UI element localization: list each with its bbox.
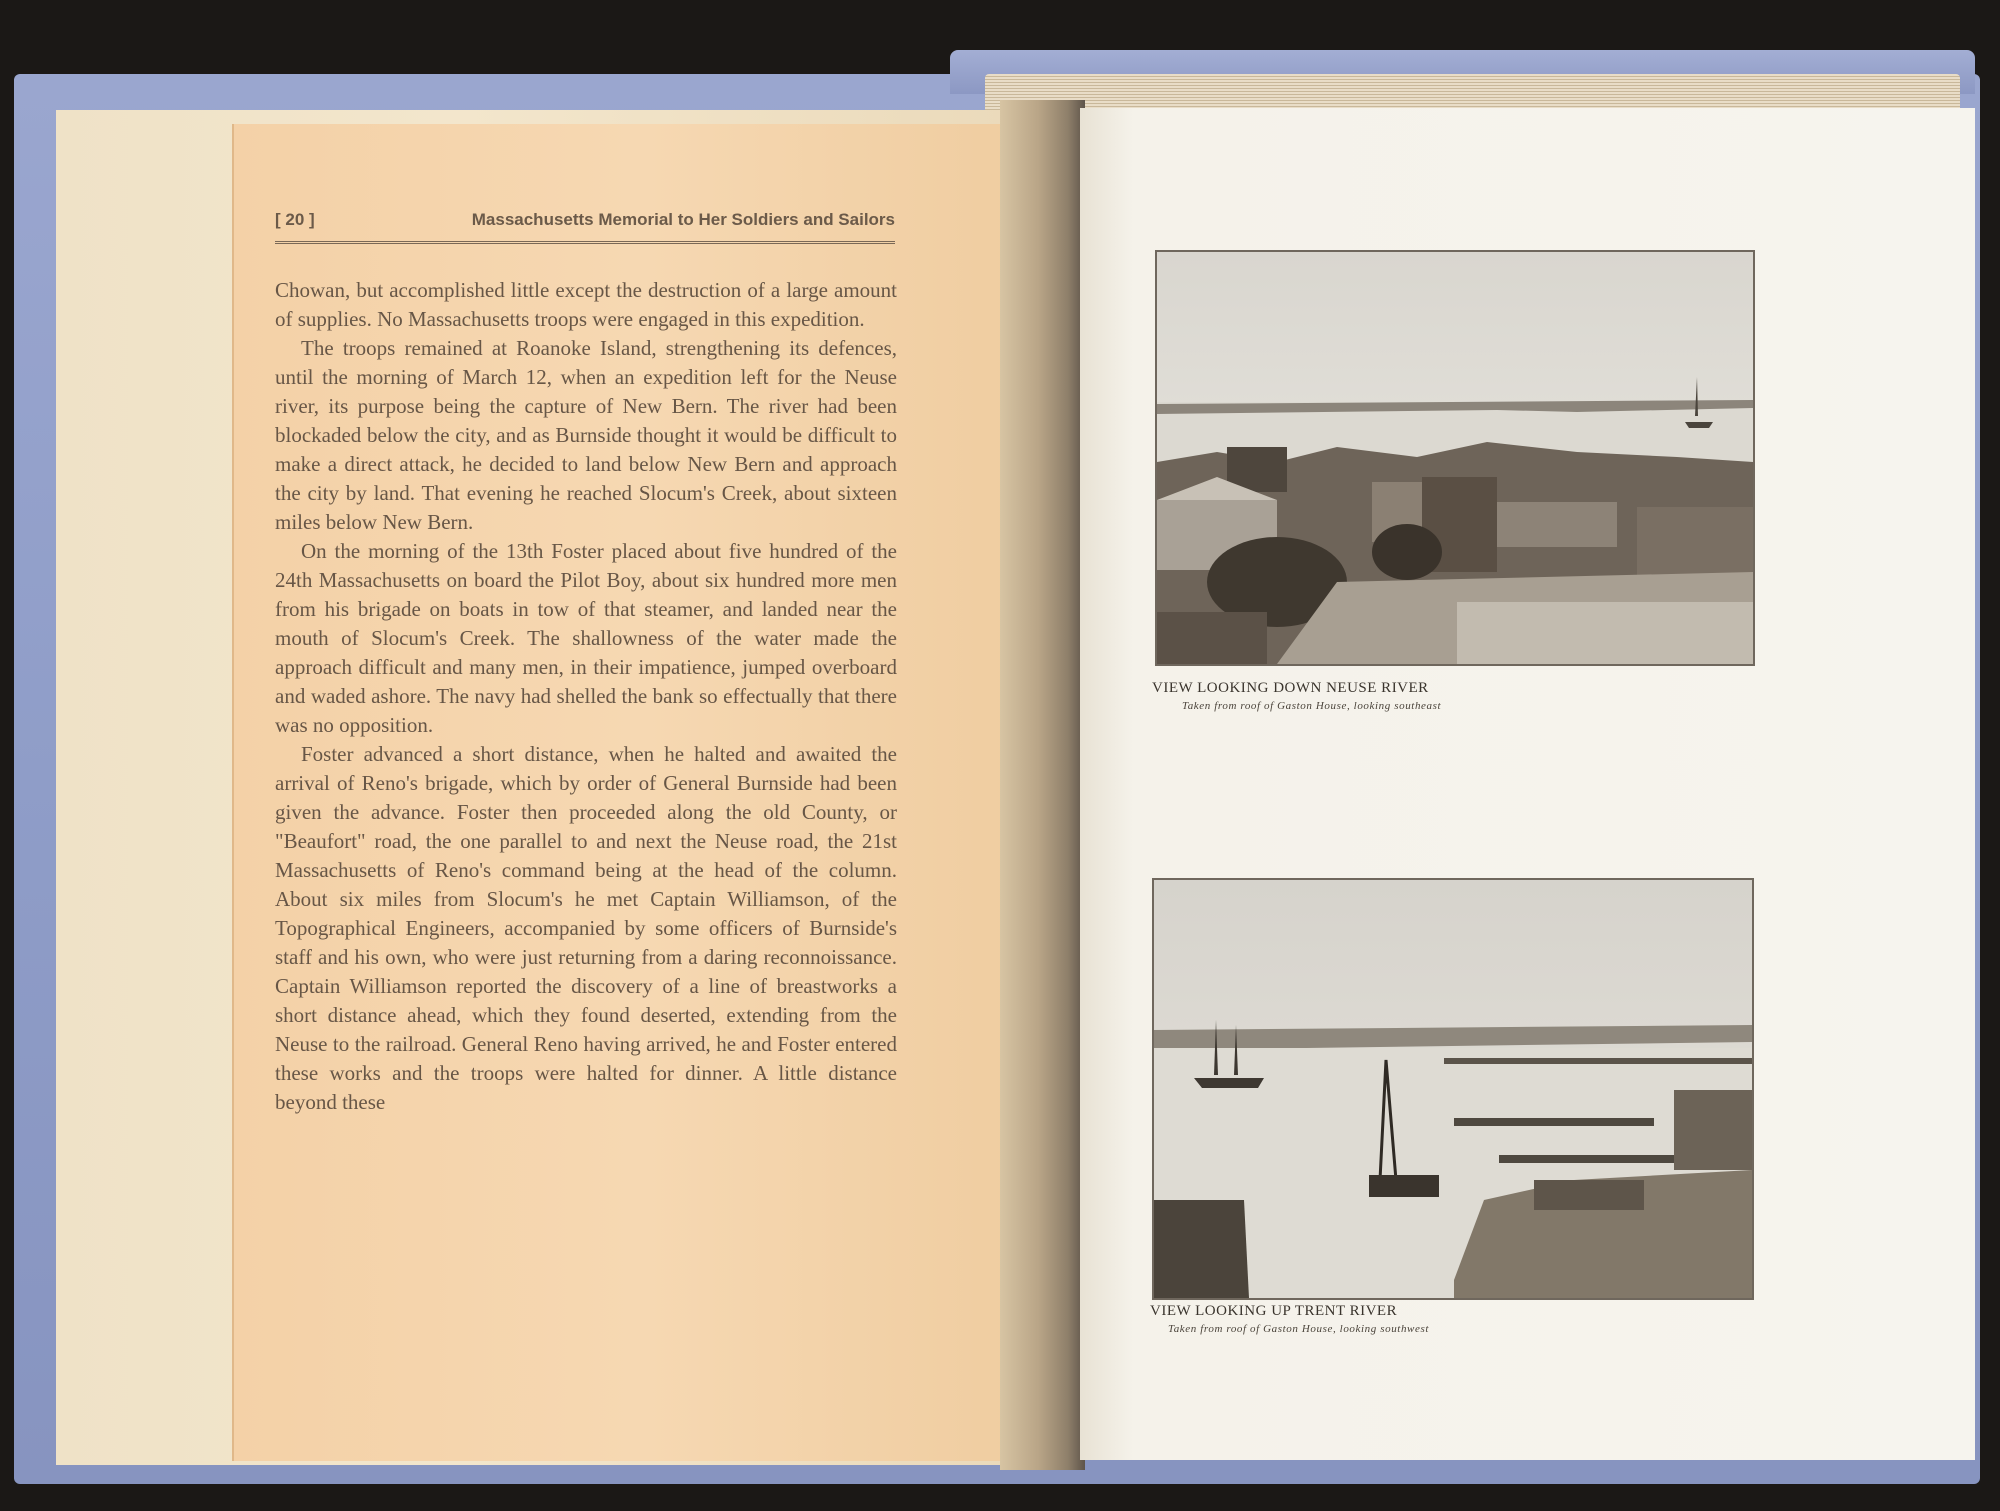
running-title: Massachusetts Memorial to Her Soldiers and Sailors	[471, 210, 895, 229]
photo-neuse-river	[1155, 250, 1755, 666]
photo-1-caption-subtitle: Taken from roof of Gaston House, looking southeast	[1182, 700, 1442, 712]
running-head	[275, 210, 895, 236]
photo-2-caption-subtitle: Taken from roof of Gaston House, looking southwest	[1168, 1323, 1430, 1335]
paragraph: The troops remained at Roanoke Island, strengthening its defences, until the morning of March 12, when an expedition left for the Neuse river, its purpose being the capture of New Bern. The river had been blockaded below the city, and as Burnside thought it would be difficult to make a direct attack, he decided to land below New Bern and approach the city by land. That evening he reached Slocum's Creek, about sixteen miles below New Bern.	[275, 336, 897, 534]
paragraph: On the morning of the 13th Foster placed about five hundred of the 24th Massachusetts on board the Pilot Boy, about six hundred more men from his brigade on boats in tow of that steamer, and landed near the mouth of Slocum's Creek. The shallowness of the water made the approach difficult and many men, in their impatience, jumped overboard and waded ashore. The navy had shelled the bank so effectually that there was no opposition.	[275, 539, 897, 737]
paragraph: Chowan, but accomplished little except the destruction of a large amount of supplies. No Massachusetts troops were engaged in this expedition.	[275, 278, 897, 331]
book-gutter	[1000, 100, 1085, 1470]
header-rule	[275, 241, 895, 244]
paragraph: Foster advanced a short distance, when he halted and awaited the arrival of Reno's brigade, which by order of General Burnside had been given the advance. Foster then proceeded along the old County, or "Beaufort" road, the one parallel to and next the Neuse road, the 21st Massachusetts of Reno's command being at the head of the column. About six miles from Slocum's he met Captain Williamson, of the Topographical Engineers, accompanied by some officers of Burnside's staff and his own, who were just returning from a daring reconnoissance. Captain Williamson reported the discovery of a line of breastworks a short distance ahead, which they found deserted, extending from the Neuse to the railroad. General Reno having arrived, he and Foster entered these works and the troops were halted for dinner. A little distance beyond these	[275, 742, 897, 1114]
photo-2-caption-title: VIEW LOOKING UP TRENT RIVER	[1150, 1303, 1398, 1319]
body-text	[275, 276, 897, 1117]
photo-1-caption-title: VIEW LOOKING DOWN NEUSE RIVER	[1152, 680, 1429, 696]
page-number: [ 20 ]	[275, 210, 315, 229]
photo-trent-river	[1152, 878, 1754, 1300]
